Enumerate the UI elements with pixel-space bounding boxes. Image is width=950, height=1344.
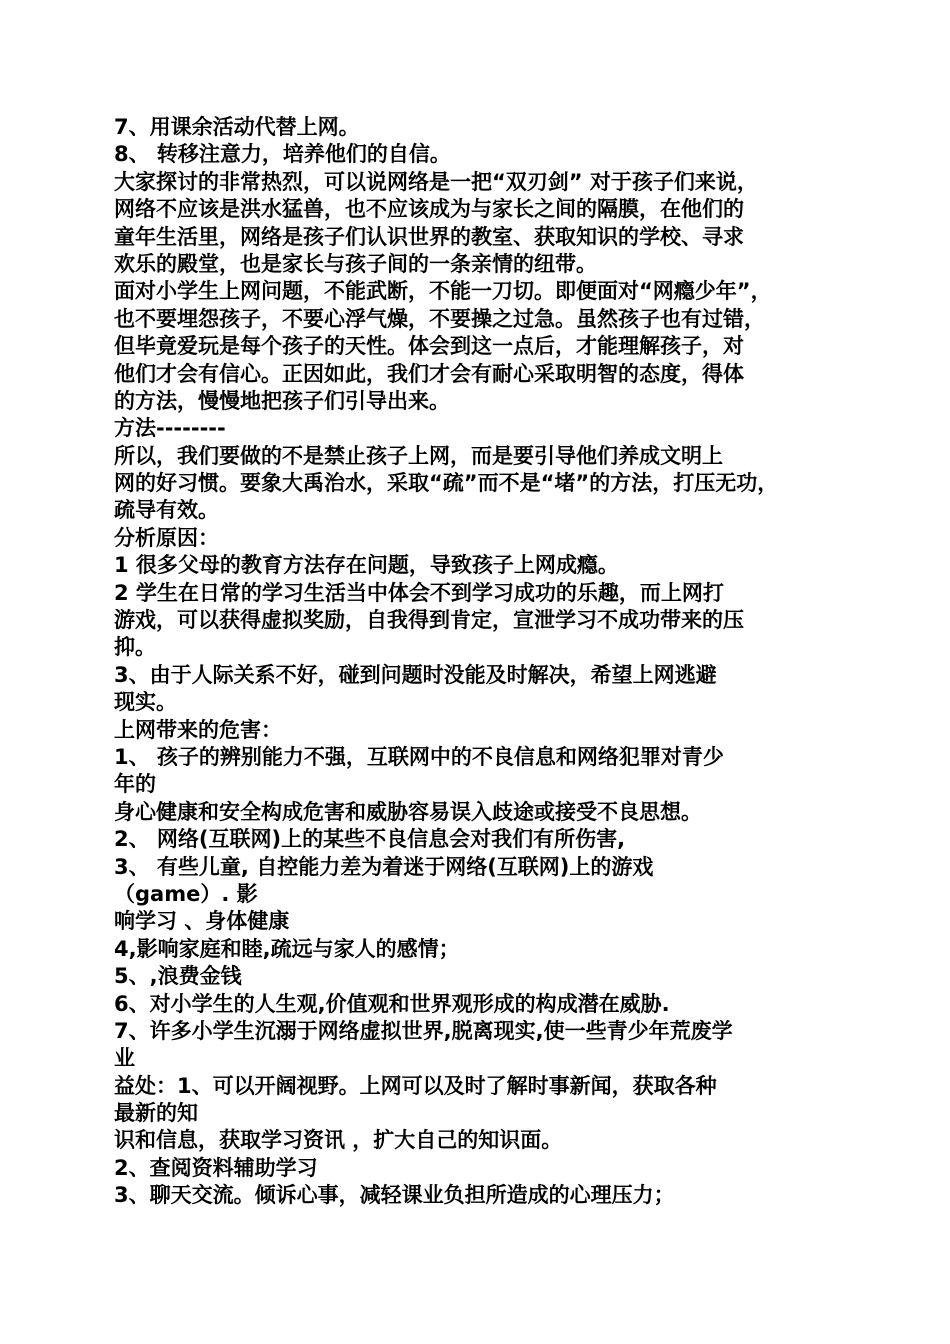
section-heading: 方法--------	[114, 416, 226, 441]
text-line: 也不要埋怨孩子，不要心浮气燥，不要操之过急。虽然孩子也有过错，	[114, 306, 765, 331]
text-line: 的方法，慢慢地把孩子们引导出来。	[114, 388, 450, 413]
text-line: 游戏，可以获得虚拟奖励，自我得到肯定，宣泄学习不成功带来的压	[114, 608, 744, 633]
text-line: 年的	[114, 772, 156, 797]
text-line: 1、 孩子的辨别能力不强，互联网中的不良信息和网络犯罪对青少	[114, 744, 724, 769]
text-line: 现实。	[114, 690, 177, 715]
text-line: 2、查阅资料辅助学习	[114, 1155, 318, 1180]
text-line: 8、 转移注意力，培养他们的自信。	[114, 142, 451, 167]
text-line: 但毕竟爱玩是每个孩子的天性。体会到这一点后，才能理解孩子，对	[114, 334, 744, 359]
text-line: （game）. 影	[114, 881, 258, 906]
text-line: 他们才会有信心。正因如此，我们才会有耐心采取明智的态度，得体	[114, 361, 744, 386]
text-line: 最新的知	[114, 1101, 198, 1126]
text-line: 6、对小学生的人生观,价值观和世界观形成的构成潜在威胁.	[114, 991, 670, 1016]
text-line: 5、,浪费金钱	[114, 964, 242, 989]
text-line: 大家探讨的非常热烈，可以说网络是一把“双刃剑” 对于孩子们来说，	[114, 169, 758, 194]
section-heading: 上网带来的危害：	[114, 717, 282, 742]
text-line: 3、由于人际关系不好，碰到问题时没能及时解决，希望上网逃避	[114, 662, 717, 687]
text-line: 4,影响家庭和睦,疏远与家人的感情；	[114, 936, 460, 961]
text-line: 疏导有效。	[114, 498, 219, 523]
text-line: 所以，我们要做的不是禁止孩子上网，而是要引导他们养成文明上	[114, 443, 723, 468]
text-line: 童年生活里，网络是孩子们认识世界的教室、获取知识的学校、寻求	[114, 224, 744, 249]
text-line: 2、 网络(互联网)上的某些不良信息会对我们有所伤害,	[114, 827, 626, 852]
text-line: 网络不应该是洪水猛兽，也不应该成为与家长之间的隔膜，在他们的	[114, 197, 744, 222]
text-line: 业	[114, 1046, 135, 1071]
text-line: 3、 有些儿童, 自控能力差为着迷于网络(互联网)上的游戏	[114, 854, 654, 879]
text-line: 网的好习惯。要象大禹治水，采取“疏”而不是“堵”的方法，打压无功，	[114, 471, 779, 496]
text-line: 识和信息，获取学习资讯 ，扩大自己的知识面。	[114, 1128, 563, 1153]
text-line: 7、许多小学生沉溺于网络虚拟世界,脱离现实,使一些青少年荒废学	[114, 1018, 733, 1043]
text-line: 面对小学生上网问题，不能武断，不能一刀切。即便面对“网瘾少年”，	[114, 279, 772, 304]
text-line: 3、聊天交流。倾诉心事，减轻课业负担所造成的心理压力；	[114, 1183, 675, 1208]
text-line: 抑。	[114, 635, 156, 660]
document-body	[114, 114, 844, 1210]
text-line: 2 学生在日常的学习生活当中体会不到学习成功的乐趣，而上网打	[114, 580, 724, 605]
text-line: 欢乐的殿堂，也是家长与孩子间的一条亲情的纽带。	[114, 251, 597, 276]
text-line: 身心健康和安全构成危害和威胁容易误入歧途或接受不良思想。	[114, 799, 702, 824]
text-line: 7、用课余活动代替上网。	[114, 115, 360, 139]
text-line: 响学习 、身体健康	[114, 909, 290, 934]
section-heading: 分析原因：	[114, 525, 219, 550]
text-line: 1 很多父母的教育方法存在问题，导致孩子上网成瘾。	[114, 553, 619, 578]
text-line: 益处：1、可以开阔视野。上网可以及时了解时事新闻，获取各种	[114, 1073, 717, 1098]
